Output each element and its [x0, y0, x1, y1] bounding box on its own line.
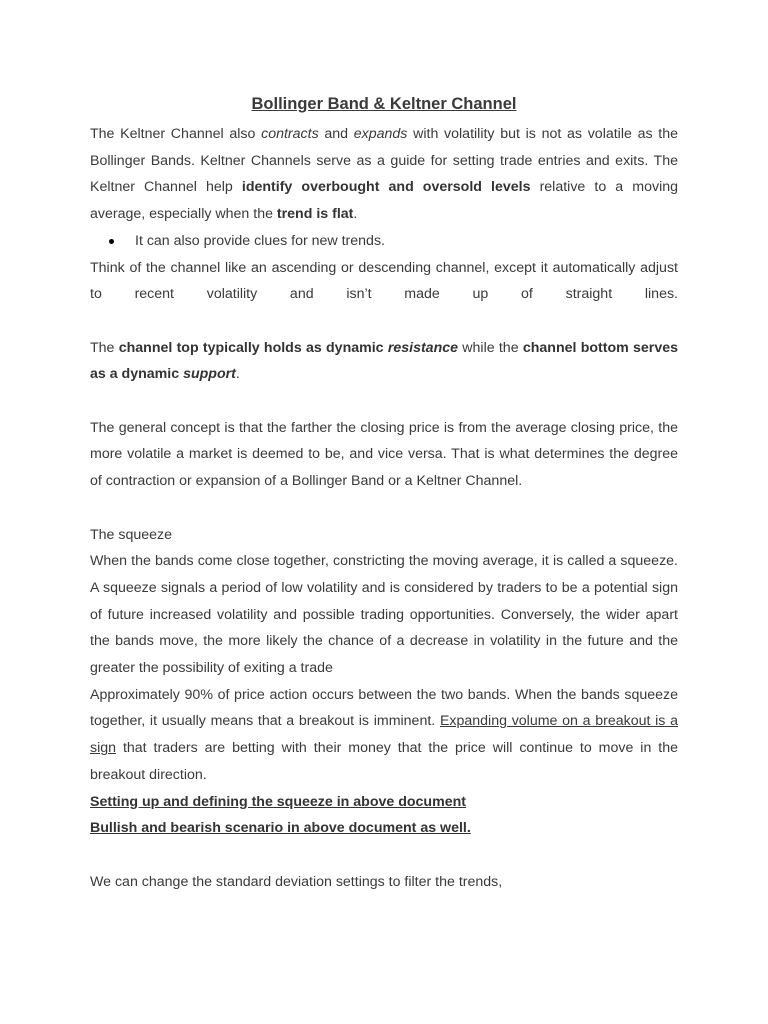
paragraph-general-concept: The general concept is that the farther the closing price is from the average closing price, the more volatile a market is deemed to be, and vice versa. That is what determines the degree of contraction or expansion of a Bollinger Band or a Keltner Channel. [90, 419, 678, 490]
squeeze-heading: The squeeze [90, 526, 173, 543]
emphasis-contracts: contracts [261, 126, 319, 142]
paragraph-channel-analogy: Think of the channel like an ascending or descending channel, except it automatically adjust to recent volatility and isn’t made up of straight lines. [90, 259, 678, 303]
spacer [90, 842, 678, 869]
document-title: Bollinger Band & Keltner Channel [251, 95, 517, 113]
link-setting-up-squeeze[interactable]: Setting up and defining the squeeze in above document [90, 793, 466, 810]
paragraph-price-action: Approximately 90% of price action occurs between the two bands. When the bands squeeze together, it usually means that a breakout is imminent. Expanding volume on a breakout is a sign that traders are betting with their money that the price will continue to move in the breakout direction. [90, 686, 678, 783]
paragraph-support-resistance: The channel top typically holds as dynamic resistance while the channel bottom serves as a dynamic support. [90, 339, 678, 383]
underlined-expanding-volume: Expanding volume on a breakout is a sign [90, 713, 678, 757]
paragraph-squeeze: When the bands come close together, constricting the moving average, it is called a squeeze. A squeeze signals a period of low volatility and is considered by traders to be a potential sign of future increased volatility and possible trading opportunities. Conversely, the wider apart the bands move, the more likely the chance of a decrease in volatility in the future and the greater the possibility of exiting a trade [90, 553, 678, 677]
paragraph-standard-deviation: We can change the standard deviation settings to filter the trends, [90, 873, 503, 890]
spacer [90, 388, 678, 415]
emphasis-expands: expands [353, 126, 408, 142]
link-bullish-bearish[interactable]: Bullish and bearish scenario in above document as well. [90, 820, 471, 837]
spacer [90, 495, 678, 522]
bullet-item: It can also provide clues for new trends. [135, 228, 678, 255]
paragraph-keltner-intro: The Keltner Channel also contracts and expands with volatility but is not as volatile as the Bollinger Bands. Keltner Channels serve as a guide for setting trade entries and exits. The Keltner Channel help identify overbought and oversold levels relative to a moving average, especially when the trend is flat. [90, 126, 679, 223]
bullet-list [90, 228, 678, 255]
bold-overbought-oversold: identify overbought and oversold levels [241, 179, 531, 196]
emphasis-support: support [183, 366, 236, 383]
emphasis-resistance: resistance [387, 339, 459, 356]
bold-trend-flat: trend is flat [276, 206, 354, 223]
spacer [90, 308, 678, 335]
document-body [90, 91, 678, 895]
